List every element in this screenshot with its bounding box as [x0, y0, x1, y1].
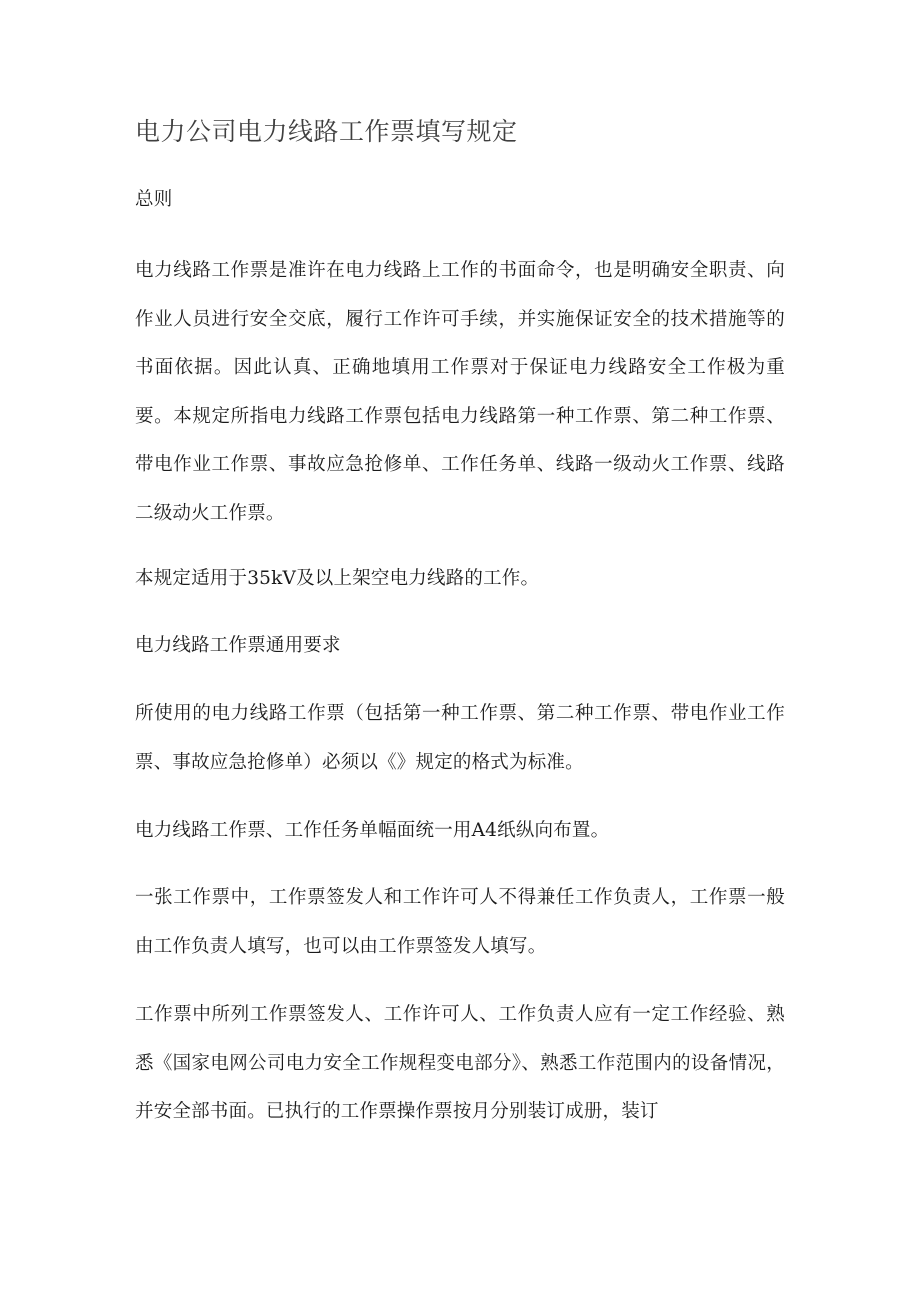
- paragraph-paper-layout: 电力线路工作票、工作任务单幅面统一用A4纸纵向布置。: [135, 820, 610, 841]
- section-heading-general: 总则: [135, 189, 173, 210]
- paragraph-roles: 一张工作票中，工作票签发人和工作许可人不得兼任工作负责人，工作票一般由工作负责人填写，也可以由工作票签发人填写。: [135, 887, 785, 957]
- paragraph-scope: 本规定适用于35kV及以上架空电力线路的工作。: [135, 568, 540, 589]
- document-title: 电力公司电力线路工作票填写规定: [135, 117, 518, 146]
- paragraph-qualifications: 工作票中所列工作票签发人、工作许可人、工作负责人应有一定工作经验、熟悉《国家电网公司电力安全工作规程变电部分》、熟悉工作范围内的设备情况，并安全部书面。已执行的工作票操作票按月分别装订成册，装订: [135, 1004, 785, 1122]
- paragraph-format-standard: 所使用的电力线路工作票（包括第一种工作票、第二种工作票、带电作业工作票、事故应急抢修单）必须以《》规定的格式为标准。: [135, 703, 785, 773]
- paragraph-definition: 电力线路工作票是准许在电力线路上工作的书面命令，也是明确安全职责、向作业人员进行安全交底，履行工作许可手续，并实施保证安全的技术措施等的书面依据。因此认真、正确地填用工作票对于保证电力线路安全工作极为重要。本规定所指电力线路工作票包括电力线路第一种工作票、第二种工作票、带电作业工作票、事故应急抢修单、工作任务单、线路一级动火工作票、线路二级动火工作票。: [135, 260, 785, 524]
- section-heading-general-requirements: 电力线路工作票通用要求: [135, 635, 341, 656]
